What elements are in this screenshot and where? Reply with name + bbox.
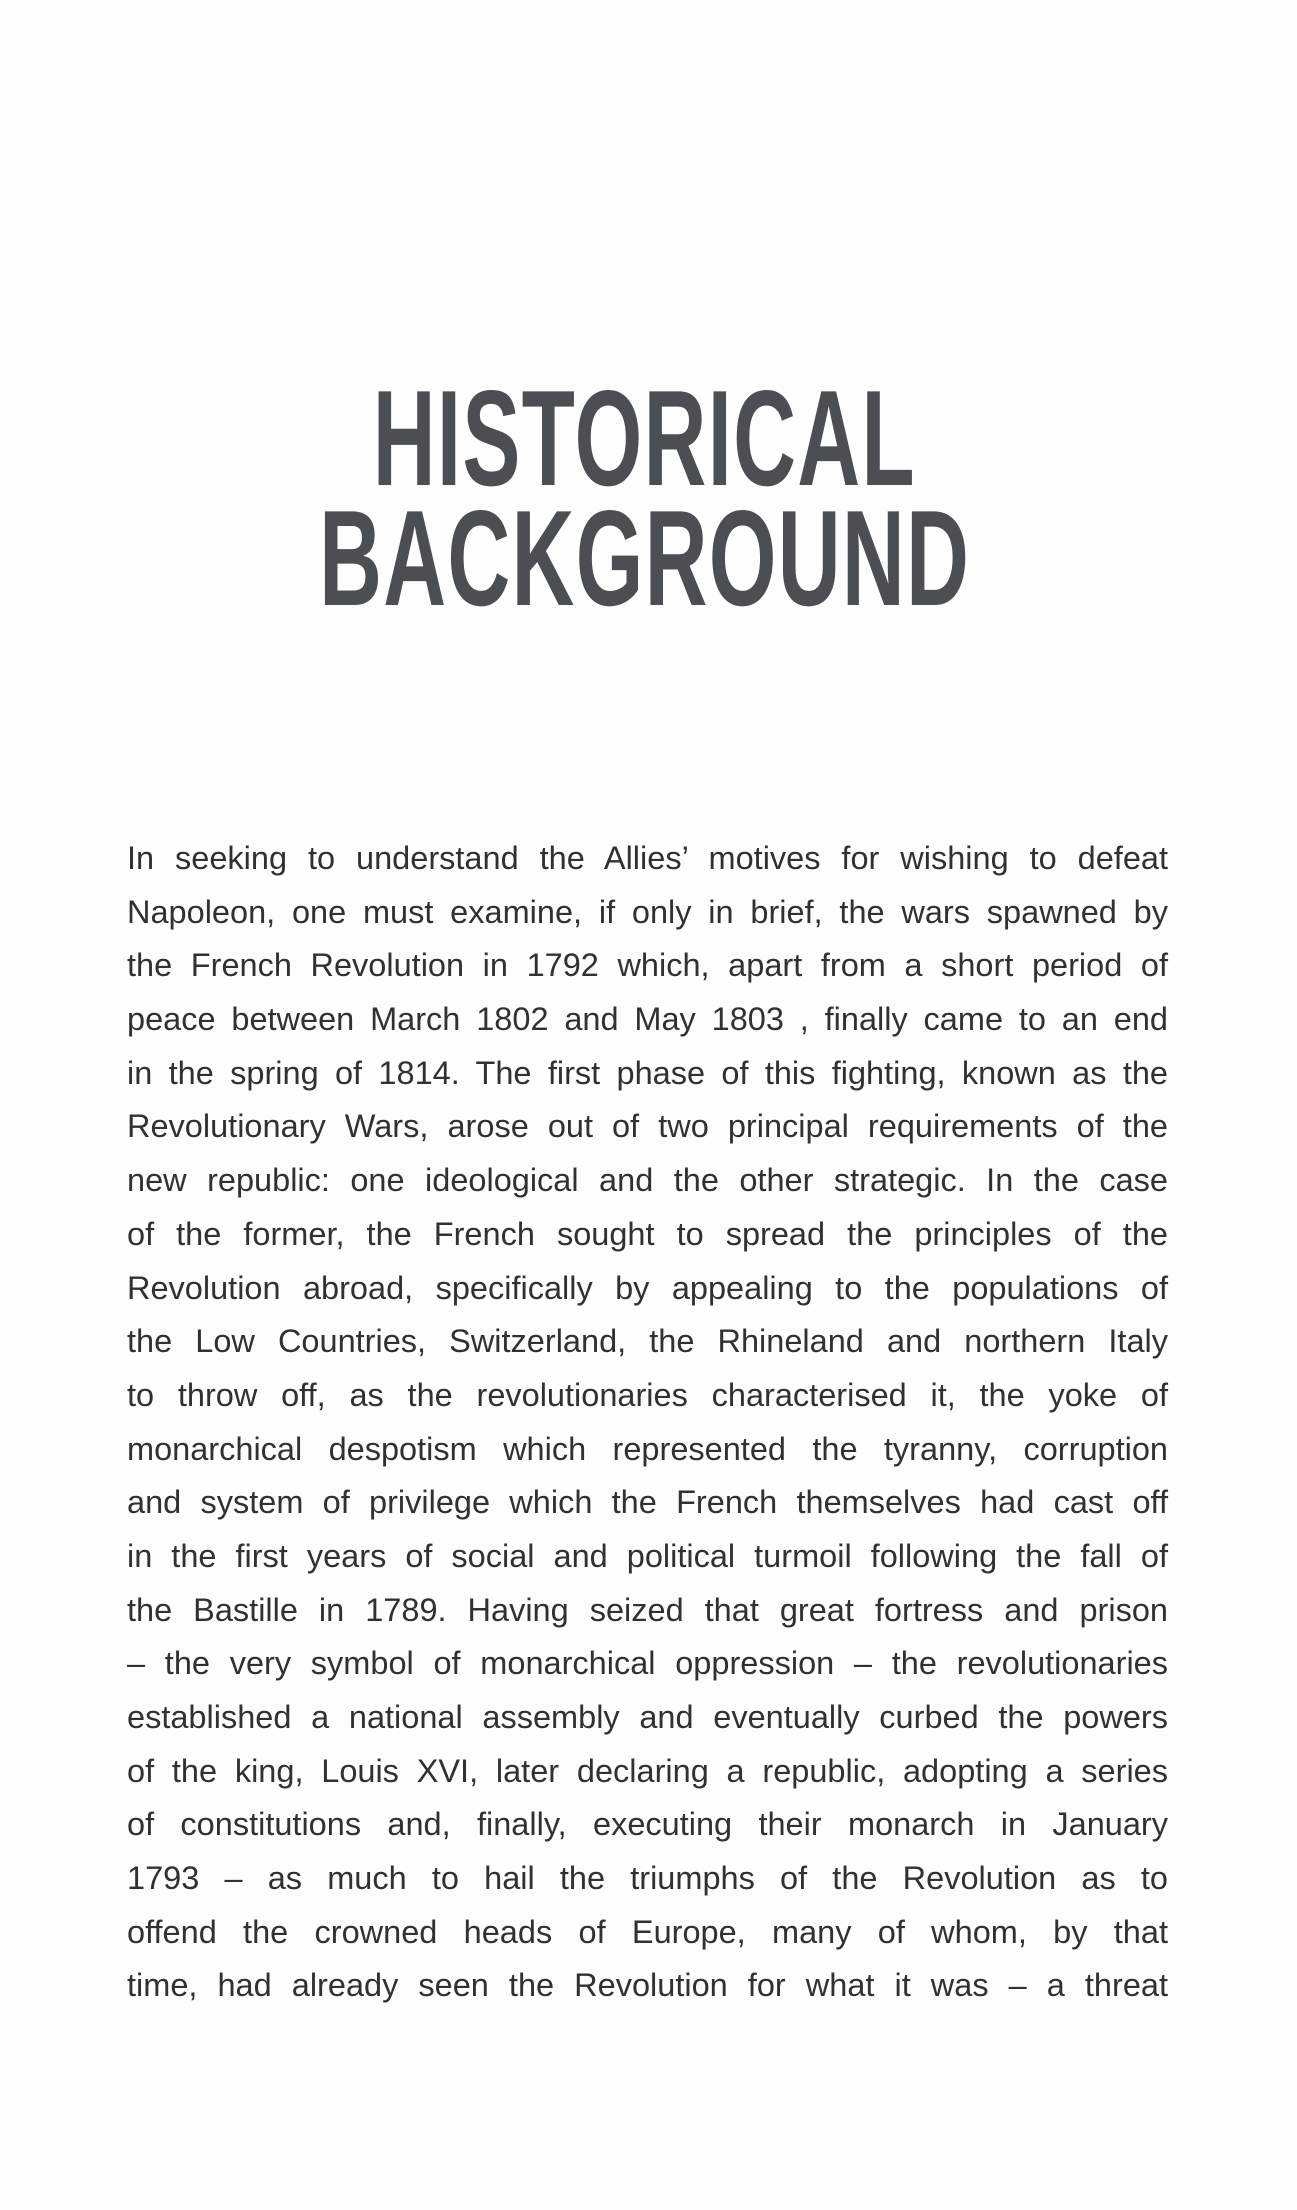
chapter-title-line-2 bbox=[0, 482, 1293, 634]
paragraph-line: In seeking to understand the Allies’ motives for wishing to defeat bbox=[127, 840, 1168, 876]
paragraph-line: new republic: one ideological and the other strategic. In the case bbox=[127, 1162, 1168, 1199]
paragraph-line: the Bastille in 1789. Having seized that great fortress and prison bbox=[127, 1591, 1168, 1628]
paragraph-line: 1793 – as much to hail the triumphs of the Revolution as to bbox=[127, 1860, 1168, 1897]
paragraph-line: of constitutions and, finally, executing their monarch in January bbox=[127, 1806, 1168, 1843]
paragraph-line: Napoleon, one must examine, if only in brief, the wars spawned by bbox=[127, 893, 1168, 930]
chapter-title-text: BACKGROUND bbox=[318, 482, 971, 634]
paragraph-line: and system of privilege which the French themselves had cast off bbox=[127, 1484, 1168, 1521]
paragraph-line: in the spring of 1814. The first phase of this fighting, known as the bbox=[127, 1054, 1168, 1091]
paragraph-line: the French Revolution in 1792 which, apart from a short period of bbox=[127, 947, 1168, 984]
paragraph-line: monarchical despotism which represented the tyranny, corruption bbox=[127, 1430, 1168, 1467]
body-paragraph bbox=[127, 832, 1168, 2013]
paragraph-line: established a national assembly and eventually curbed the powers bbox=[127, 1699, 1168, 1735]
chapter-title-line-1 bbox=[0, 362, 1293, 514]
paragraph-line: of the king, Louis XVI, later declaring a republic, adopting a series bbox=[127, 1752, 1168, 1789]
paragraph-line: in the first years of social and political turmoil following the fall of bbox=[127, 1537, 1168, 1574]
paragraph-line: offend the crowned heads of Europe, many of whom, by that bbox=[127, 1913, 1168, 1950]
paragraph-line: Revolution abroad, specifically by appealing to the populations of bbox=[127, 1269, 1168, 1306]
paragraph-line: of the former, the French sought to spread the principles of the bbox=[127, 1215, 1168, 1252]
paragraph-line: to throw off, as the revolutionaries characterised it, the yoke of bbox=[127, 1376, 1168, 1413]
paragraph-line: peace between March 1802 and May 1803 , finally came to an end bbox=[127, 1001, 1168, 1038]
paragraph-line: – the very symbol of monarchical oppression – the revolutionaries bbox=[127, 1645, 1168, 1682]
paragraph-line: the Low Countries, Switzerland, the Rhineland and northern Italy bbox=[127, 1323, 1168, 1360]
chapter-title-text: HISTORICAL bbox=[372, 362, 917, 514]
paragraph-line: Revolutionary Wars, arose out of two principal requirements of the bbox=[127, 1108, 1168, 1145]
paragraph-line: time, had already seen the Revolution for what it was – a threat bbox=[127, 1967, 1168, 2004]
